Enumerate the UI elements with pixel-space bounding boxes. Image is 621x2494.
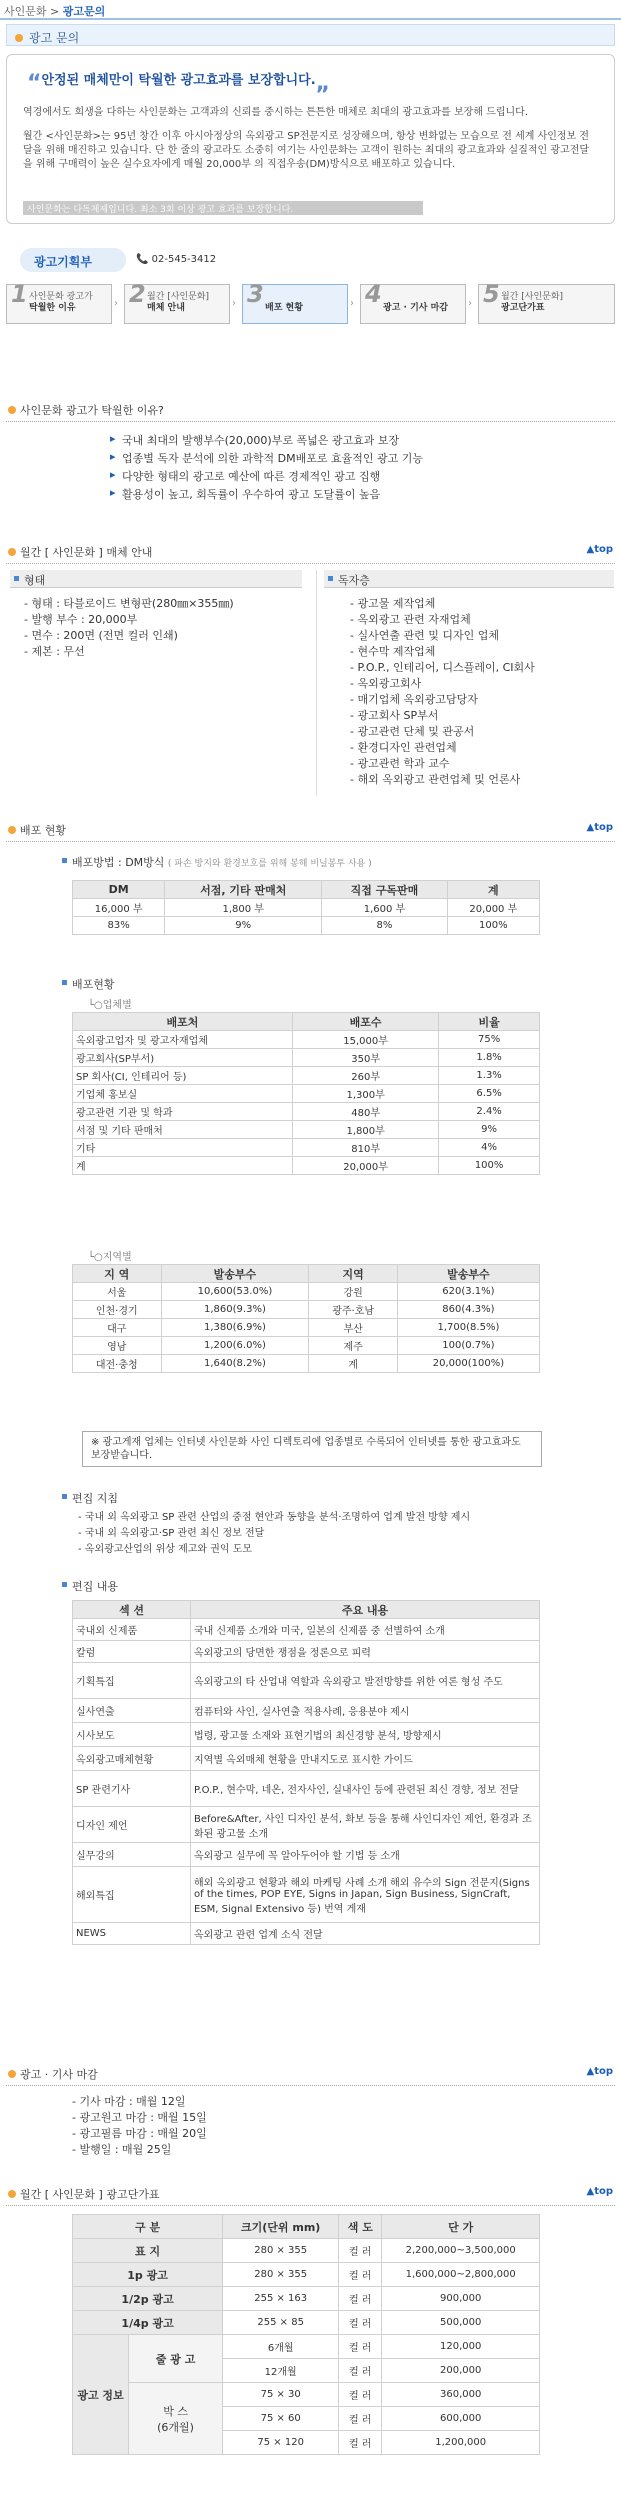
list-item: - P.O.P., 인테리어, 디스플레이, CI회사 xyxy=(350,661,535,674)
list-item: - 광고관련 단체 및 관공서 xyxy=(350,725,475,738)
list-item: - 광고관련 학과 교수 xyxy=(350,757,450,770)
table-cell: 280 × 355 xyxy=(223,2239,339,2263)
table-row xyxy=(73,1723,540,1747)
table-cell: 박 스 (6개월) xyxy=(129,2383,223,2455)
form-header: 형태 xyxy=(10,570,302,588)
section-media-header: 월간 [ 사인문화 ] 매체 안내 ▲top xyxy=(6,544,615,564)
table-row xyxy=(73,2263,540,2287)
table-cell: 8% xyxy=(322,917,448,935)
table-cell: 20,000 부 xyxy=(447,899,539,917)
table-cell: 기타 xyxy=(73,1139,293,1157)
step-3[interactable]: 3 배포 현황 xyxy=(242,284,348,324)
form-list xyxy=(24,596,234,660)
table-cell: 2,200,000~3,500,000 xyxy=(382,2239,540,2263)
table-cell: 255 × 85 xyxy=(223,2311,339,2335)
table-cell: 4% xyxy=(439,1139,540,1157)
table-cell: 기업체 홍보실 xyxy=(73,1085,293,1103)
table-cell: 1.8% xyxy=(439,1049,540,1067)
table-row xyxy=(73,1619,540,1641)
bullet-icon xyxy=(8,2190,16,2198)
table-row xyxy=(73,1641,540,1663)
why-list xyxy=(110,432,423,504)
edit-content-label: 편집 내용 xyxy=(60,1578,118,1594)
table-cell: 1.3% xyxy=(439,1067,540,1085)
table-cell: 서점, 기타 판매처 xyxy=(165,881,322,899)
table-cell: DM xyxy=(73,881,165,899)
list-item: - 국내 외 옥외광고·SP 관련 최신 정보 전달 xyxy=(78,1528,265,1539)
table-cell: 실무강의 xyxy=(73,1843,191,1867)
readers-header: 독자층 xyxy=(324,570,614,588)
table-cell: P.O.P., 현수막, 네온, 전자사인, 실내사인 등에 관련된 최신 경향, 정보 전달 xyxy=(191,1771,540,1807)
square-bullet-icon xyxy=(62,1582,67,1587)
list-item: - 광고회사 SP부서 xyxy=(350,709,439,722)
breadcrumb-parent[interactable]: 사인문화 xyxy=(4,5,47,18)
table-row xyxy=(73,1103,540,1121)
top-link[interactable]: ▲top xyxy=(586,822,613,833)
table-cell: 줄 광 고 xyxy=(129,2335,223,2383)
table-cell: 255 × 163 xyxy=(223,2287,339,2311)
table-row xyxy=(73,1157,540,1175)
list-item: - 발행 부수 : 20,000부 xyxy=(24,613,138,626)
table-cell: 1,800부 xyxy=(293,1121,439,1139)
table-cell: 280 × 355 xyxy=(223,2263,339,2287)
table-row xyxy=(73,1923,540,1945)
step-2[interactable]: 2 월간 [사인문화] 매체 안내 xyxy=(124,284,230,324)
dept-name: 광고기획부 xyxy=(20,248,126,272)
intro-headline: “안정된 매체만이 탁월한 광고효과를 보장합니다.„ xyxy=(27,71,331,96)
dist-method: 배포방법 : DM방식 ( 파손 방지와 환경보호를 위해 봉해 비닐봉투 사용 ) xyxy=(60,854,372,870)
table-row xyxy=(73,1867,540,1923)
notice-box: ※ 광고게재 업체는 인터넷 사인문화 사인 디렉토리에 업종별로 수록되어 인터넷를 통한 광고효과도 보장받습니다. xyxy=(82,1431,542,1467)
table-cell: 100(0.7%) xyxy=(397,1337,539,1355)
table-row xyxy=(73,2335,540,2359)
square-bullet-icon xyxy=(328,576,333,581)
table-cell: Before&After, 사인 디자인 분석, 화보 등을 통해 사인디자인 제언, 환경과 조화된 광고물 소개 xyxy=(191,1807,540,1843)
table-row xyxy=(73,2215,540,2239)
bullet-icon xyxy=(15,34,23,42)
table-row xyxy=(73,1337,540,1355)
table-cell: 컴퓨터와 사인, 실사연출 적용사례, 응용분야 제시 xyxy=(191,1699,540,1723)
table-cell: 75 × 30 xyxy=(223,2383,339,2407)
table-row xyxy=(73,899,540,917)
dept-contact xyxy=(6,248,615,272)
table-cell: 500,000 xyxy=(382,2311,540,2335)
table-cell: 860(4.3%) xyxy=(397,1301,539,1319)
table-cell: 9% xyxy=(439,1121,540,1139)
table-cell: 부산 xyxy=(309,1319,398,1337)
chevron-right-icon: › xyxy=(350,298,354,309)
list-item: - 옥외광고 관련 자재업체 xyxy=(350,613,471,626)
square-bullet-icon xyxy=(62,980,67,985)
table-cell: 해외특집 xyxy=(73,1867,191,1923)
table-cell: 75% xyxy=(439,1031,540,1049)
table-row xyxy=(73,2383,540,2407)
table-cell: 계 xyxy=(309,1355,398,1373)
quote-open-icon: “ xyxy=(27,71,42,96)
table-cell: 컬 러 xyxy=(339,2431,382,2455)
table-cell: 광고관련 기관 및 학과 xyxy=(73,1103,293,1121)
table-cell: 컬 러 xyxy=(339,2407,382,2431)
square-bullet-icon xyxy=(62,1494,67,1499)
table-cell: 350부 xyxy=(293,1049,439,1067)
table-cell: 1,600 부 xyxy=(322,899,448,917)
table-cell: 20,000(100%) xyxy=(397,1355,539,1373)
edit-policy-list xyxy=(78,1510,470,1558)
table-cell: 크기(단위 mm) xyxy=(223,2215,339,2239)
list-item: - 환경디자인 관련업체 xyxy=(350,741,457,754)
step-1[interactable]: 1 사인문화 광고가 탁월한 이유 xyxy=(6,284,112,324)
list-item: - 옥외광고회사 xyxy=(350,677,422,690)
table-row xyxy=(73,1807,540,1843)
table-cell: 360,000 xyxy=(382,2383,540,2407)
table-cell: 영남 xyxy=(73,1337,162,1355)
table-row xyxy=(73,917,540,935)
chevron-right-icon: › xyxy=(468,298,472,309)
table-cell: 200,000 xyxy=(382,2359,540,2383)
type-table xyxy=(72,1012,540,1175)
table-cell: 해외 옥외광고 현황과 해외 마케팅 사례 소개 해외 유수의 Sign 전문지(Signs of the times, POP EYE, Signs in Japan, Sign Business, SignCraft, ESM, Signal Extensivo 등) 번역 게재 xyxy=(191,1867,540,1923)
table-cell: 1,700(8.5%) xyxy=(397,1319,539,1337)
list-item: - 발행일 : 매월 25일 xyxy=(72,2143,172,2156)
table-cell: 계 xyxy=(447,881,539,899)
list-item: ▸ 다양한 형태의 광고로 예산에 따른 경제적인 광고 집행 xyxy=(110,468,423,486)
table-cell: 1,600,000~2,800,000 xyxy=(382,2263,540,2287)
table-cell: 주요 내용 xyxy=(191,1601,540,1619)
table-cell: 배포수 xyxy=(293,1013,439,1031)
table-cell: 직접 구독판매 xyxy=(322,881,448,899)
step-4[interactable]: 4 광고 · 기사 마감 xyxy=(360,284,466,324)
table-cell: 지역 xyxy=(309,1265,398,1283)
step-5[interactable]: 5 월간 [사인문화] 광고단가표 xyxy=(478,284,615,324)
table-cell: 옥외광고매체현황 xyxy=(73,1747,191,1771)
breadcrumb-separator: > xyxy=(50,5,60,18)
table-cell: 컬 러 xyxy=(339,2263,382,2287)
breadcrumb xyxy=(0,0,621,20)
intro-paragraph-1: 역경에서도 희생을 다하는 사인문화는 고객과의 신뢰를 중시하는 튼튼한 매체로 최대의 광고효과를 보장해 드립니다. xyxy=(23,107,529,118)
table-cell: 인천·경기 xyxy=(73,1301,162,1319)
quote-close-icon: „ xyxy=(315,71,331,96)
list-item: - 제본 : 무선 xyxy=(24,645,85,658)
list-item: - 광고필름 마감 : 매월 20일 xyxy=(72,2127,207,2140)
table-cell: 120,000 xyxy=(382,2335,540,2359)
table-cell: 단 가 xyxy=(382,2215,540,2239)
section-price-header: 월간 [ 사인문화 ] 광고단가표 ▲top xyxy=(6,2186,615,2206)
table-cell: 1p 광고 xyxy=(73,2263,223,2287)
table-row xyxy=(73,1067,540,1085)
table-cell: 100% xyxy=(439,1157,540,1175)
dist-status: 배포현황 xyxy=(60,976,115,992)
bullet-icon xyxy=(8,548,16,556)
list-item: - 옥외광고산업의 위상 제고와 권익 도모 xyxy=(78,1544,253,1555)
table-cell: 대구 xyxy=(73,1319,162,1337)
table-row xyxy=(73,1843,540,1867)
list-item: - 광고원고 마감 : 매월 15일 xyxy=(72,2111,207,2124)
readers-list xyxy=(350,596,535,788)
list-item: - 현수막 제작업체 xyxy=(350,645,436,658)
table-row xyxy=(73,1747,540,1771)
table-cell: 2.4% xyxy=(439,1103,540,1121)
table-row xyxy=(73,1771,540,1807)
table-cell: 480부 xyxy=(293,1103,439,1121)
section-why-header: 사인문화 광고가 탁월한 이유? xyxy=(6,402,615,422)
divider xyxy=(316,570,317,796)
table-cell: 컬 러 xyxy=(339,2311,382,2335)
table-cell: 섹 션 xyxy=(73,1601,191,1619)
table-cell: 발송부수 xyxy=(397,1265,539,1283)
list-item: ▸ 활용성이 높고, 회독률이 우수하여 광고 도달률이 높음 xyxy=(110,486,423,504)
list-item: - 해외 옥외광고 관련업체 및 언론사 xyxy=(350,773,521,786)
region-table xyxy=(72,1264,540,1373)
table-cell: 색 도 xyxy=(339,2215,382,2239)
table-cell: 실사연출 xyxy=(73,1699,191,1723)
edit-policy-label: 편집 지침 xyxy=(60,1490,118,1506)
table-cell: 15,000부 xyxy=(293,1031,439,1049)
list-item: - 형태 : 타블로이드 변형판(280㎜×355㎜) xyxy=(24,597,234,610)
dm-table xyxy=(72,880,540,935)
table-cell: 900,000 xyxy=(382,2287,540,2311)
table-cell: 강원 xyxy=(309,1283,398,1301)
table-cell: 6개월 xyxy=(223,2335,339,2359)
table-cell: 1,800 부 xyxy=(165,899,322,917)
top-link[interactable]: ▲top xyxy=(586,2066,613,2077)
list-item: - 실사연출 관련 및 디자인 업체 xyxy=(350,629,499,642)
table-cell: 1,200(6.0%) xyxy=(161,1337,309,1355)
table-cell: 1,380(6.9%) xyxy=(161,1319,309,1337)
table-cell: 광고회사(SP부서) xyxy=(73,1049,293,1067)
table-cell: 600,000 xyxy=(382,2407,540,2431)
table-row xyxy=(73,1355,540,1373)
bullet-icon xyxy=(8,2070,16,2078)
list-item: - 광고물 제작업체 xyxy=(350,597,436,610)
table-cell: 표 지 xyxy=(73,2239,223,2263)
table-cell: 1,640(8.2%) xyxy=(161,1355,309,1373)
table-cell: 옥외광고업자 및 광고자재업체 xyxy=(73,1031,293,1049)
table-cell: 배포처 xyxy=(73,1013,293,1031)
table-cell: 1,300부 xyxy=(293,1085,439,1103)
table-row xyxy=(73,881,540,899)
table-row xyxy=(73,1601,540,1619)
table-cell: 칼럼 xyxy=(73,1641,191,1663)
table-cell: 옥외광고 관련 업계 소식 전달 xyxy=(191,1923,540,1945)
table-cell: 1,200,000 xyxy=(382,2431,540,2455)
list-item: ▸ 업종별 독자 분석에 의한 과학적 DM배포로 효율적인 광고 기능 xyxy=(110,450,423,468)
table-cell: 계 xyxy=(73,1157,293,1175)
table-cell: 구 분 xyxy=(73,2215,223,2239)
by-region-label: └○지역별 xyxy=(88,1252,132,1263)
table-cell: 법령, 광고물 소재와 표현기법의 최신경향 분석, 방향제시 xyxy=(191,1723,540,1747)
table-row xyxy=(73,1085,540,1103)
page-title: 광고 문의 xyxy=(29,31,80,45)
content-table xyxy=(72,1600,540,1945)
table-cell: 1,860(9.3%) xyxy=(161,1301,309,1319)
table-row xyxy=(73,1663,540,1699)
table-row xyxy=(73,1319,540,1337)
table-cell: 옥외광고 실무에 꼭 알아두어야 할 기법 등 소개 xyxy=(191,1843,540,1867)
table-cell: 비율 xyxy=(439,1013,540,1031)
table-cell: 1/4p 광고 xyxy=(73,2311,223,2335)
table-row xyxy=(73,1283,540,1301)
table-cell: 발송부수 xyxy=(161,1265,309,1283)
section-dist-header: 배포 현황 ▲top xyxy=(6,822,615,842)
table-cell: 컬 러 xyxy=(339,2359,382,2383)
table-cell: 10,600(53.0%) xyxy=(161,1283,309,1301)
table-cell: 260부 xyxy=(293,1067,439,1085)
table-cell: SP 회사(CI, 인테리어 등) xyxy=(73,1067,293,1085)
intro-box xyxy=(6,54,615,224)
table-cell: 옥외광고의 당면한 쟁점을 정론으로 피력 xyxy=(191,1641,540,1663)
table-cell: 컬 러 xyxy=(339,2383,382,2407)
table-cell: 지 역 xyxy=(73,1265,162,1283)
table-cell: SP 관련기사 xyxy=(73,1771,191,1807)
page-title-bar xyxy=(6,24,615,46)
table-cell: 국내 신제품 소개와 미국, 일본의 신제품 중 선별하여 소개 xyxy=(191,1619,540,1641)
table-row xyxy=(73,1139,540,1157)
bullet-icon xyxy=(8,826,16,834)
table-cell: 16,000 부 xyxy=(73,899,165,917)
bullet-icon xyxy=(8,406,16,414)
list-item: - 기사 마감 : 매월 12일 xyxy=(72,2095,186,2108)
intro-gray-note: 사인문화는 다독체제입니다. 최소 3회 이상 광고 효과를 보장합니다. xyxy=(23,201,423,215)
table-cell: 100% xyxy=(447,917,539,935)
table-cell: 810부 xyxy=(293,1139,439,1157)
table-row xyxy=(73,1013,540,1031)
table-cell: 6.5% xyxy=(439,1085,540,1103)
step-nav xyxy=(6,280,615,324)
table-cell: 광고 정보 xyxy=(73,2335,129,2455)
table-cell: 75 × 60 xyxy=(223,2407,339,2431)
table-cell: 지역별 옥외매체 현황을 만내지도로 표시한 가이드 xyxy=(191,1747,540,1771)
square-bullet-icon xyxy=(62,858,67,863)
table-row xyxy=(73,1049,540,1067)
table-cell: 기획특집 xyxy=(73,1663,191,1699)
table-cell: 대전·충청 xyxy=(73,1355,162,1373)
table-cell: 83% xyxy=(73,917,165,935)
by-type-label: └○업체별 xyxy=(88,1000,132,1011)
table-cell: 광주·호남 xyxy=(309,1301,398,1319)
table-cell: 디자인 제언 xyxy=(73,1807,191,1843)
table-cell: 75 × 120 xyxy=(223,2431,339,2455)
top-link[interactable]: ▲top xyxy=(586,2186,613,2197)
table-cell: 컬 러 xyxy=(339,2335,382,2359)
chevron-right-icon: › xyxy=(232,298,236,309)
square-bullet-icon xyxy=(14,576,19,581)
table-cell: 컬 러 xyxy=(339,2287,382,2311)
table-row xyxy=(73,1265,540,1283)
table-row xyxy=(73,2239,540,2263)
table-cell: 12개월 xyxy=(223,2359,339,2383)
price-table xyxy=(72,2214,540,2455)
list-item: - 매기업체 옥외광고담당자 xyxy=(350,693,478,706)
dept-phone: 📞 02-545-3412 xyxy=(136,254,217,265)
table-row xyxy=(73,1301,540,1319)
table-cell: 옥외광고의 타 산업내 역할과 옥외광고 발전방향를 위한 여론 형성 주도 xyxy=(191,1663,540,1699)
table-cell: 컬 러 xyxy=(339,2239,382,2263)
table-cell: NEWS xyxy=(73,1923,191,1945)
table-cell: 9% xyxy=(165,917,322,935)
list-item: - 국내 외 옥외광고 SP 관련 산업의 중점 현안과 동향을 분석·조명하여 업계 발전 방향 제시 xyxy=(78,1512,471,1523)
intro-paragraph-2: 월간 <사인문화>는 95년 창간 이후 아시아정상의 옥외광고 SP전문지로 성장해으며, 항상 변화없는 모습으로 전 세계 사인정보 전달을 위해 매진하고 있습니다. 단 한 줄의 광고라도 소중히 여기는 사인문화는 고객이 원하는 최대의 광고효과와 실질적인 광고전달을 위해 구매력이 높은 실수요자에게 매월 20,000부 의 직접우송(DM)방식으로 배포하고 있습니다. xyxy=(23,131,590,170)
list-item: - 면수 : 200면 (전면 컬러 인쇄) xyxy=(24,629,178,642)
table-row xyxy=(73,2311,540,2335)
table-cell: 제주 xyxy=(309,1337,398,1355)
table-row xyxy=(73,1699,540,1723)
table-cell: 서점 및 기타 판매처 xyxy=(73,1121,293,1139)
list-item: ▸ 국내 최대의 발행부수(20,000)부로 폭넓은 광고효과 보장 xyxy=(110,432,423,450)
table-row xyxy=(73,1121,540,1139)
table-cell: 1/2p 광고 xyxy=(73,2287,223,2311)
deadline-list xyxy=(72,2094,207,2158)
table-cell: 서울 xyxy=(73,1283,162,1301)
table-row xyxy=(73,2287,540,2311)
chevron-right-icon: › xyxy=(114,298,118,309)
table-cell: 20,000부 xyxy=(293,1157,439,1175)
table-cell: 시사보도 xyxy=(73,1723,191,1747)
section-deadline-header: 광고 · 기사 마감 ▲top xyxy=(6,2066,615,2086)
table-cell: 620(3.1%) xyxy=(397,1283,539,1301)
top-link[interactable]: ▲top xyxy=(586,544,613,555)
breadcrumb-current: 광고문의 xyxy=(62,5,106,18)
table-row xyxy=(73,1031,540,1049)
table-cell: 국내외 신제품 xyxy=(73,1619,191,1641)
